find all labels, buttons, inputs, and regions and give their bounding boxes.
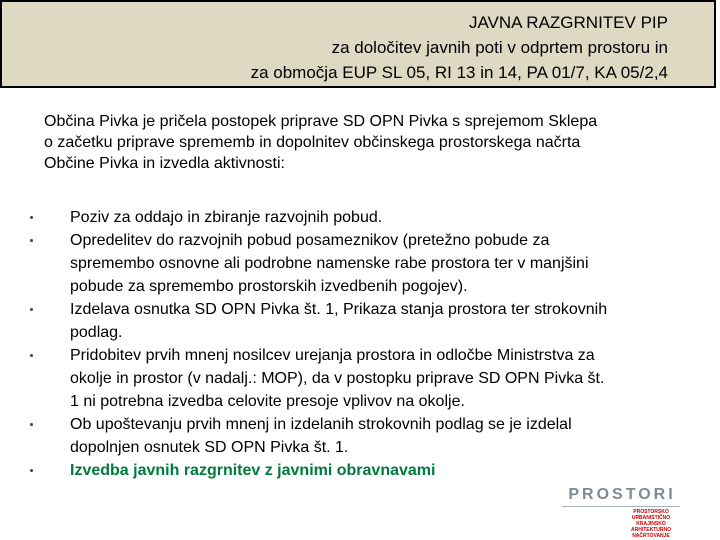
title-line-2: za določitev javnih poti v odprtem prostoru in	[331, 38, 668, 57]
list-item-line: spremembo osnovne ali podrobne namenske rabe prostora ter v manjšini	[70, 255, 589, 272]
list-item-line: Ob upoštevanju prvih mnenj in izdelanih strokovnih podlag se je izdelal	[70, 416, 572, 433]
list-item-line: podlag.	[70, 324, 123, 341]
list-item-line: Pridobitev prvih mnenj nosilcev urejanja prostora in odločbe Ministrstva za	[70, 347, 595, 364]
list-item-line: pobude za spremembo prostorskih izvedbenih pogojev).	[70, 278, 468, 295]
intro-line-3: Občine Pivka in izvedla aktivnosti:	[44, 155, 285, 172]
bullet-icon	[30, 469, 33, 472]
logo-subtitle-line: KRAJINSKO	[636, 521, 666, 527]
list-item-line: Izdelava osnutka SD OPN Pivka št. 1, Prikaza stanja prostora ter strokovnih	[70, 301, 608, 318]
logo-subtitle-line: URBANISTIČNO	[631, 515, 671, 521]
list-item	[70, 413, 700, 459]
list-item-highlighted	[70, 459, 700, 482]
bullet-icon	[30, 239, 33, 242]
intro-line-1: Občina Pivka je pričela postopek priprave SD OPN Pivka s sprejemom Sklepa	[44, 113, 598, 130]
logo-subtitle	[620, 509, 682, 539]
intro-paragraph	[44, 111, 684, 174]
list-item-line: okolje in prostor (v nadalj.: MOP), da v postopku priprave SD OPN Pivka št.	[70, 370, 605, 387]
title-line-1: JAVNA RAZGRNITEV PIP	[468, 13, 668, 32]
list-item	[70, 206, 700, 229]
bullet-icon	[30, 216, 33, 219]
list-item	[70, 344, 700, 413]
logo-subtitle-line: PROSTORSKO	[633, 509, 669, 515]
list-item-line: dopolnjen osnutek SD OPN Pivka št. 1.	[70, 439, 349, 456]
list-item-line: 1 ni potrebna izvedba celovite presoje vplivov na okolje.	[70, 393, 465, 410]
list-item-line: Opredelitev do razvojnih pobud posameznikov (pretežno pobude za	[70, 232, 550, 249]
title-banner	[0, 0, 716, 88]
logo-subtitle-line: ARHITEKTURNO	[631, 527, 671, 533]
logo-brand-text: PROSTORI	[568, 486, 676, 503]
title-line-3: za območja EUP SL 05, RI 13 in 14, PA 01/7, KA 05/2,4	[250, 63, 668, 82]
activity-list	[70, 206, 700, 482]
logo-subtitle-line: NAČRTOVANJE	[632, 533, 670, 539]
intro-line-2: o začetku priprave sprememb in dopolnitev občinskega prostorskega načrta	[44, 134, 581, 151]
list-item-line: Izvedba javnih razgrnitev z javnimi obravnavami	[70, 462, 436, 479]
bullet-icon	[30, 354, 33, 357]
bullet-icon	[30, 308, 33, 311]
prostori-logo	[562, 484, 682, 538]
slide-title	[251, 10, 668, 85]
list-item	[70, 298, 700, 344]
list-item-line: Poziv za oddajo in zbiranje razvojnih pobud.	[70, 209, 383, 226]
bullet-icon	[30, 423, 33, 426]
logo-divider	[562, 506, 680, 507]
list-item	[70, 229, 700, 298]
